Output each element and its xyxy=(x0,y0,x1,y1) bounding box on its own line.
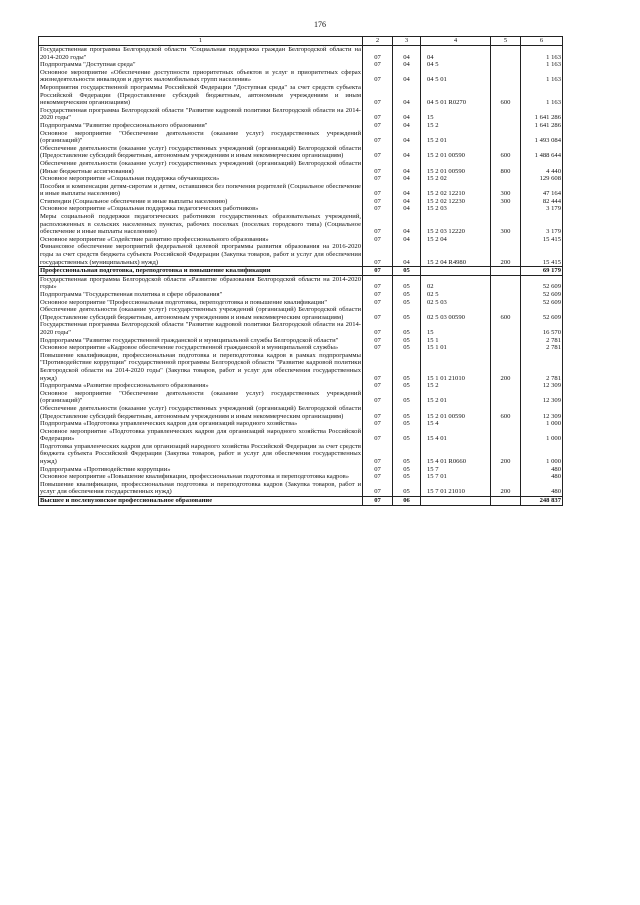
table-row xyxy=(39,306,563,321)
amount: 69 179 xyxy=(521,267,563,276)
amount: 12 309 xyxy=(521,390,563,405)
page-number: 176 xyxy=(314,20,326,29)
amount: 248 837 xyxy=(521,497,563,506)
table-row xyxy=(39,382,563,390)
expense-type-code xyxy=(491,344,521,352)
row-title: Основное мероприятие «Социальная поддержка педагогических работников» xyxy=(39,205,363,213)
section-code: 07 xyxy=(363,466,393,474)
section-code: 07 xyxy=(363,267,393,276)
row-title: Основное мероприятие «Обеспечение доступности приоритетных объектов и услуг в приоритетных сферах жизнедеятельности инвалидов и других маломобильных групп населения» xyxy=(40,68,361,84)
section-code: 07 xyxy=(363,291,393,299)
amount: 12 309 xyxy=(521,405,563,420)
subsection-code: 05 xyxy=(393,443,421,466)
target-article-code: 15 2 01 xyxy=(421,390,491,405)
subsection-code: 04 xyxy=(393,183,421,198)
amount: 129 608 xyxy=(521,175,563,183)
expense-type-code xyxy=(491,175,521,183)
expense-type-code xyxy=(491,205,521,213)
expense-type-code xyxy=(491,497,521,506)
row-title: Подпрограмма «Развитие профессионального образования» xyxy=(39,382,363,390)
section-code: 07 xyxy=(363,61,393,69)
subsection-code: 05 xyxy=(393,405,421,420)
section-code: 07 xyxy=(363,405,393,420)
target-article-code: 15 2 01 00590 xyxy=(421,160,491,175)
table-row xyxy=(39,205,563,213)
expense-type-code: 600 xyxy=(491,84,521,107)
expense-type-code xyxy=(491,299,521,307)
column-header: 4 xyxy=(421,37,491,46)
target-article-code: 04 5 01 xyxy=(421,69,491,84)
subsection-code: 05 xyxy=(393,275,421,291)
target-article-code xyxy=(421,497,491,506)
subsection-code: 05 xyxy=(393,466,421,474)
target-article-code: 15 xyxy=(421,321,491,336)
target-article-code: 15 4 01 xyxy=(421,428,491,443)
subsection-code: 06 xyxy=(393,497,421,506)
expense-type-code: 800 xyxy=(491,160,521,175)
expense-type-code: 600 xyxy=(491,145,521,160)
amount: 1 163 xyxy=(521,46,563,62)
table-row xyxy=(39,122,563,130)
target-article-code: 15 2 01 00590 xyxy=(421,405,491,420)
row-title: Подготовка управленческих кадров для организаций народного хозяйства Российской Федерации за счет средств бюджета субъекта Российской Федерации (Закупка товаров, работ и услуг для обеспечения государственных нужд) xyxy=(40,442,361,466)
expense-type-code xyxy=(491,267,521,276)
row-title: Государственная программа Белгородской области "Развитие кадровой политики Белгородской области на 2014-2020 годы" xyxy=(40,106,361,122)
table-row xyxy=(39,420,563,428)
table-row xyxy=(39,69,563,84)
expense-type-code xyxy=(491,473,521,481)
expense-type-code: 300 xyxy=(491,183,521,198)
target-article-code: 15 2 02 12230 xyxy=(421,198,491,206)
column-header: 3 xyxy=(393,37,421,46)
target-article-code: 04 5 01 R0270 xyxy=(421,84,491,107)
subsection-code: 05 xyxy=(393,306,421,321)
target-article-code: 15 4 xyxy=(421,420,491,428)
amount: 3 179 xyxy=(521,205,563,213)
amount: 1 488 644 xyxy=(521,145,563,160)
row-title: Повышение квалификации, профессиональная подготовка и переподготовка кадров (Закупка товаров, работ и услуг для обеспечения государственных нужд) xyxy=(40,480,361,496)
row-title: Обеспечение деятельности (оказание услуг) государственных учреждений (организаций) Белгородской области (Предоставление субсидий бюджетным, автономным учреждениям и иным некоммерческим организациям) xyxy=(40,144,361,160)
section-code: 07 xyxy=(363,443,393,466)
table-row xyxy=(39,344,563,352)
table-row xyxy=(39,107,563,122)
target-article-code: 15 7 01 xyxy=(421,473,491,481)
section-code: 07 xyxy=(363,352,393,382)
expense-type-code xyxy=(491,275,521,291)
amount: 1 641 286 xyxy=(521,122,563,130)
target-article-code xyxy=(421,267,491,276)
table-row xyxy=(39,84,563,107)
target-article-code: 04 5 xyxy=(421,61,491,69)
subsection-code: 04 xyxy=(393,145,421,160)
subsection-code: 04 xyxy=(393,84,421,107)
table-row xyxy=(39,497,563,506)
table-row xyxy=(39,267,563,276)
section-code: 07 xyxy=(363,420,393,428)
expense-type-code xyxy=(491,382,521,390)
subsection-code: 04 xyxy=(393,243,421,266)
subsection-code: 04 xyxy=(393,160,421,175)
table-row xyxy=(39,428,563,443)
target-article-code: 15 2 01 00590 xyxy=(421,145,491,160)
table-row xyxy=(39,466,563,474)
row-title: Обеспечение деятельности (оказание услуг) государственных учреждений (организаций) Белгородской области (Предоставление субсидий бюджетным, автономным учреждениям и иным некоммерческим организациям) xyxy=(40,306,361,321)
row-title: Стипендии (Социальное обеспечение и иные выплаты населению) xyxy=(39,198,363,206)
row-title: Основное мероприятие "Обеспечение деятельности (оказание услуг) государственных учреждений (организаций)" xyxy=(40,389,361,405)
expense-type-code xyxy=(491,466,521,474)
row-title: Профессиональная подготовка, переподготовка и повышение квалификации xyxy=(39,267,363,276)
table-row xyxy=(39,145,563,160)
target-article-code: 15 1 01 xyxy=(421,344,491,352)
expense-type-code xyxy=(491,420,521,428)
expense-type-code xyxy=(491,321,521,336)
target-article-code: 04 xyxy=(421,46,491,62)
target-article-code: 15 2 01 xyxy=(421,130,491,145)
amount: 52 609 xyxy=(521,275,563,291)
amount: 12 309 xyxy=(521,382,563,390)
amount: 1 000 xyxy=(521,443,563,466)
amount: 82 444 xyxy=(521,198,563,206)
section-code: 07 xyxy=(363,160,393,175)
expense-type-code xyxy=(491,107,521,122)
table-row xyxy=(39,213,563,236)
row-title: Подпрограмма "Развитие профессионального образования" xyxy=(39,122,363,130)
section-code: 07 xyxy=(363,337,393,345)
expense-type-code: 200 xyxy=(491,481,521,497)
section-code: 07 xyxy=(363,130,393,145)
expense-type-code: 200 xyxy=(491,443,521,466)
section-code: 07 xyxy=(363,473,393,481)
subsection-code: 04 xyxy=(393,213,421,236)
target-article-code: 15 7 xyxy=(421,466,491,474)
section-code: 07 xyxy=(363,306,393,321)
section-code: 07 xyxy=(363,428,393,443)
row-title: Подпрограмма "Доступная среда" xyxy=(39,61,363,69)
subsection-code: 04 xyxy=(393,198,421,206)
target-article-code: 15 2 04 R4980 xyxy=(421,243,491,266)
section-code: 07 xyxy=(363,390,393,405)
subsection-code: 04 xyxy=(393,61,421,69)
expense-type-code xyxy=(491,69,521,84)
row-title: Мероприятия государственной программы Российской Федерации "Доступная среда" за счет средств субъекта Российской Федерации (Предоставление субсидий бюджетным, автономным учреждениям и иным некоммерческим организациям) xyxy=(40,83,361,107)
amount: 4 440 xyxy=(521,160,563,175)
amount: 480 xyxy=(521,473,563,481)
row-title: Пособия и компенсации детям-сиротам и детям, оставшимся без попечения родителей (Социальное обеспечение и иные выплаты населению) xyxy=(40,182,361,198)
amount: 480 xyxy=(521,481,563,497)
target-article-code: 02 5 03 xyxy=(421,299,491,307)
expense-type-code xyxy=(491,236,521,244)
target-article-code: 02 5 xyxy=(421,291,491,299)
expense-type-code xyxy=(491,130,521,145)
amount: 47 164 xyxy=(521,183,563,198)
section-code: 07 xyxy=(363,84,393,107)
target-article-code: 15 7 01 21010 xyxy=(421,481,491,497)
subsection-code: 05 xyxy=(393,390,421,405)
table-header-row xyxy=(39,37,563,46)
section-code: 07 xyxy=(363,299,393,307)
section-code: 07 xyxy=(363,183,393,198)
expense-type-code: 300 xyxy=(491,213,521,236)
row-title: Подпрограмма «Подготовка управленческих кадров для организаций народного хозяйства» xyxy=(39,420,363,428)
expense-type-code xyxy=(491,428,521,443)
row-title: Основное мероприятие «Социальная поддержка обучающихся» xyxy=(39,175,363,183)
expense-type-code xyxy=(491,122,521,130)
table-row xyxy=(39,275,563,291)
section-code: 07 xyxy=(363,145,393,160)
subsection-code: 05 xyxy=(393,321,421,336)
table-row xyxy=(39,443,563,466)
subsection-code: 05 xyxy=(393,481,421,497)
amount: 1 163 xyxy=(521,84,563,107)
subsection-code: 05 xyxy=(393,267,421,276)
target-article-code: 15 2 03 xyxy=(421,205,491,213)
subsection-code: 05 xyxy=(393,337,421,345)
row-title: Государственная программа Белгородской области "Развитие кадровой политики Белгородской области на 2014-2020 годы" xyxy=(40,321,361,336)
row-title: Обеспечение деятельности (оказание услуг) государственных учреждений (организаций) Белгородской области (Предоставление субсидий бюджетным, автономным учреждениям и иным некоммерческим организациям) xyxy=(40,404,361,420)
section-code: 07 xyxy=(363,243,393,266)
amount: 2 781 xyxy=(521,344,563,352)
subsection-code: 05 xyxy=(393,352,421,382)
amount: 1 000 xyxy=(521,420,563,428)
column-header: 5 xyxy=(491,37,521,46)
section-code: 07 xyxy=(363,481,393,497)
subsection-code: 05 xyxy=(393,420,421,428)
subsection-code: 05 xyxy=(393,291,421,299)
amount: 2 781 xyxy=(521,337,563,345)
table-row xyxy=(39,352,563,382)
subsection-code: 04 xyxy=(393,46,421,62)
target-article-code: 15 2 xyxy=(421,122,491,130)
section-code: 07 xyxy=(363,205,393,213)
section-code: 07 xyxy=(363,236,393,244)
expense-type-code: 300 xyxy=(491,198,521,206)
row-title: Основное мероприятие "Обеспечение деятельности (оказание услуг) государственных учреждений (организаций)" xyxy=(40,129,361,145)
section-code: 07 xyxy=(363,175,393,183)
amount: 15 415 xyxy=(521,236,563,244)
table-row xyxy=(39,337,563,345)
expense-type-code xyxy=(491,291,521,299)
subsection-code: 04 xyxy=(393,130,421,145)
target-article-code: 15 1 01 21010 xyxy=(421,352,491,382)
amount: 52 609 xyxy=(521,306,563,321)
table-row xyxy=(39,321,563,336)
amount: 2 781 xyxy=(521,352,563,382)
table-row xyxy=(39,299,563,307)
subsection-code: 05 xyxy=(393,299,421,307)
expense-type-code xyxy=(491,61,521,69)
target-article-code: 15 2 04 xyxy=(421,236,491,244)
target-article-code: 15 2 02 12210 xyxy=(421,183,491,198)
expense-type-code xyxy=(491,46,521,62)
section-code: 07 xyxy=(363,321,393,336)
section-code: 07 xyxy=(363,107,393,122)
row-title: Высшее и послевузовское профессиональное образование xyxy=(39,497,363,506)
expense-type-code: 600 xyxy=(491,405,521,420)
expense-type-code: 200 xyxy=(491,243,521,266)
target-article-code: 02 xyxy=(421,275,491,291)
row-title: Повышение квалификации, профессиональная подготовка и переподготовка кадров в рамках подпрограммы "Противодействие коррупции" государственной программы Белгородской области "Развитие кадровой политики Белгородской области на 2014-2020 годы" (Закупка товаров, работ и услуг для обеспечения государственных нужд) xyxy=(40,351,361,382)
subsection-code: 04 xyxy=(393,107,421,122)
subsection-code: 05 xyxy=(393,473,421,481)
amount: 1 163 xyxy=(521,69,563,84)
target-article-code: 15 2 03 12220 xyxy=(421,213,491,236)
target-article-code: 15 1 xyxy=(421,337,491,345)
subsection-code: 05 xyxy=(393,344,421,352)
section-code: 07 xyxy=(363,275,393,291)
table-row xyxy=(39,243,563,266)
row-title: Финансовое обеспечение мероприятий федеральной целевой программы развития образования на 2016-2020 годы за счет средств бюджета субъекта Российской Федерации (Закупка товаров, работ и услуг для обеспечения государственных (муниципальных) нужд) xyxy=(40,243,361,266)
row-title: Подпрограмма "Развитие государственной гражданской и муниципальной службы Белгородской области" xyxy=(39,337,363,345)
table-row xyxy=(39,473,563,481)
row-title: Основное мероприятие «Кадровое обеспечение государственной гражданской и муниципальной службы» xyxy=(39,344,363,352)
table-row xyxy=(39,236,563,244)
amount: 52 609 xyxy=(521,291,563,299)
subsection-code: 05 xyxy=(393,382,421,390)
section-code: 07 xyxy=(363,198,393,206)
subsection-code: 04 xyxy=(393,175,421,183)
table-row xyxy=(39,46,563,62)
subsection-code: 04 xyxy=(393,236,421,244)
row-title: Государственная программа Белгородской области "Социальная поддержка граждан Белгородской области на 2014-2020 годы" xyxy=(40,46,361,61)
amount: 1 641 286 xyxy=(521,107,563,122)
section-code: 07 xyxy=(363,122,393,130)
amount: 1 000 xyxy=(521,428,563,443)
section-code: 07 xyxy=(363,213,393,236)
table-row xyxy=(39,291,563,299)
section-code: 07 xyxy=(363,69,393,84)
row-title: Обеспечение деятельности (оказание услуг) государственных учреждений (организаций) Белгородской области (Иные бюджетные ассигнования) xyxy=(40,159,361,175)
subsection-code: 04 xyxy=(393,122,421,130)
row-title: Государственная программа Белгородской области «Развитие образования Белгородской области на 2014-2020 годы» xyxy=(40,275,361,291)
table-row xyxy=(39,61,563,69)
expense-type-code: 600 xyxy=(491,306,521,321)
row-title: Основное мероприятие «Содействие развитию профессионального образования» xyxy=(39,236,363,244)
table-row xyxy=(39,175,563,183)
column-header: 6 xyxy=(521,37,563,46)
amount: 1 493 084 xyxy=(521,130,563,145)
amount: 1 163 xyxy=(521,61,563,69)
table-row xyxy=(39,481,563,497)
target-article-code: 15 xyxy=(421,107,491,122)
target-article-code: 02 5 03 00590 xyxy=(421,306,491,321)
expense-type-code: 200 xyxy=(491,352,521,382)
section-code: 07 xyxy=(363,344,393,352)
subsection-code: 04 xyxy=(393,69,421,84)
row-title: Основное мероприятие «Подготовка управленческих кадров для организаций народного хозяйства Российской Федерации» xyxy=(40,427,361,443)
section-code: 07 xyxy=(363,46,393,62)
amount: 16 570 xyxy=(521,321,563,336)
row-title: Основное мероприятие «Повышение квалификации, профессиональная подготовка и переподготовка кадров» xyxy=(39,473,363,481)
subsection-code: 05 xyxy=(393,428,421,443)
amount: 52 609 xyxy=(521,299,563,307)
expense-type-code xyxy=(491,337,521,345)
amount: 15 415 xyxy=(521,243,563,266)
target-article-code: 15 2 02 xyxy=(421,175,491,183)
table-row xyxy=(39,390,563,405)
table-row xyxy=(39,405,563,420)
section-code: 07 xyxy=(363,382,393,390)
amount: 480 xyxy=(521,466,563,474)
section-code: 07 xyxy=(363,497,393,506)
table-row xyxy=(39,198,563,206)
expense-type-code xyxy=(491,390,521,405)
subsection-code: 04 xyxy=(393,205,421,213)
column-header: 1 xyxy=(39,37,363,46)
budget-table xyxy=(38,36,563,506)
target-article-code: 15 2 xyxy=(421,382,491,390)
target-article-code: 15 4 01 R0660 xyxy=(421,443,491,466)
amount: 3 179 xyxy=(521,213,563,236)
column-header: 2 xyxy=(363,37,393,46)
table-row xyxy=(39,160,563,175)
row-title: Меры социальной поддержки педагогических работников государственных образовательных учреждений, расположенных в сельских населенных пунктах, рабочих поселках (поселках городского типа) (Социальное обеспечение и иные выплаты населению) xyxy=(40,213,361,236)
table-row xyxy=(39,183,563,198)
row-title: Подпрограмма «Противодействие коррупции» xyxy=(39,466,363,474)
row-title: Подпрограмма "Государственная политика в сфере образования" xyxy=(39,291,363,299)
table-row xyxy=(39,130,563,145)
row-title: Основное мероприятие "Профессиональная подготовка, переподготовка и повышение квалификации" xyxy=(39,299,363,307)
